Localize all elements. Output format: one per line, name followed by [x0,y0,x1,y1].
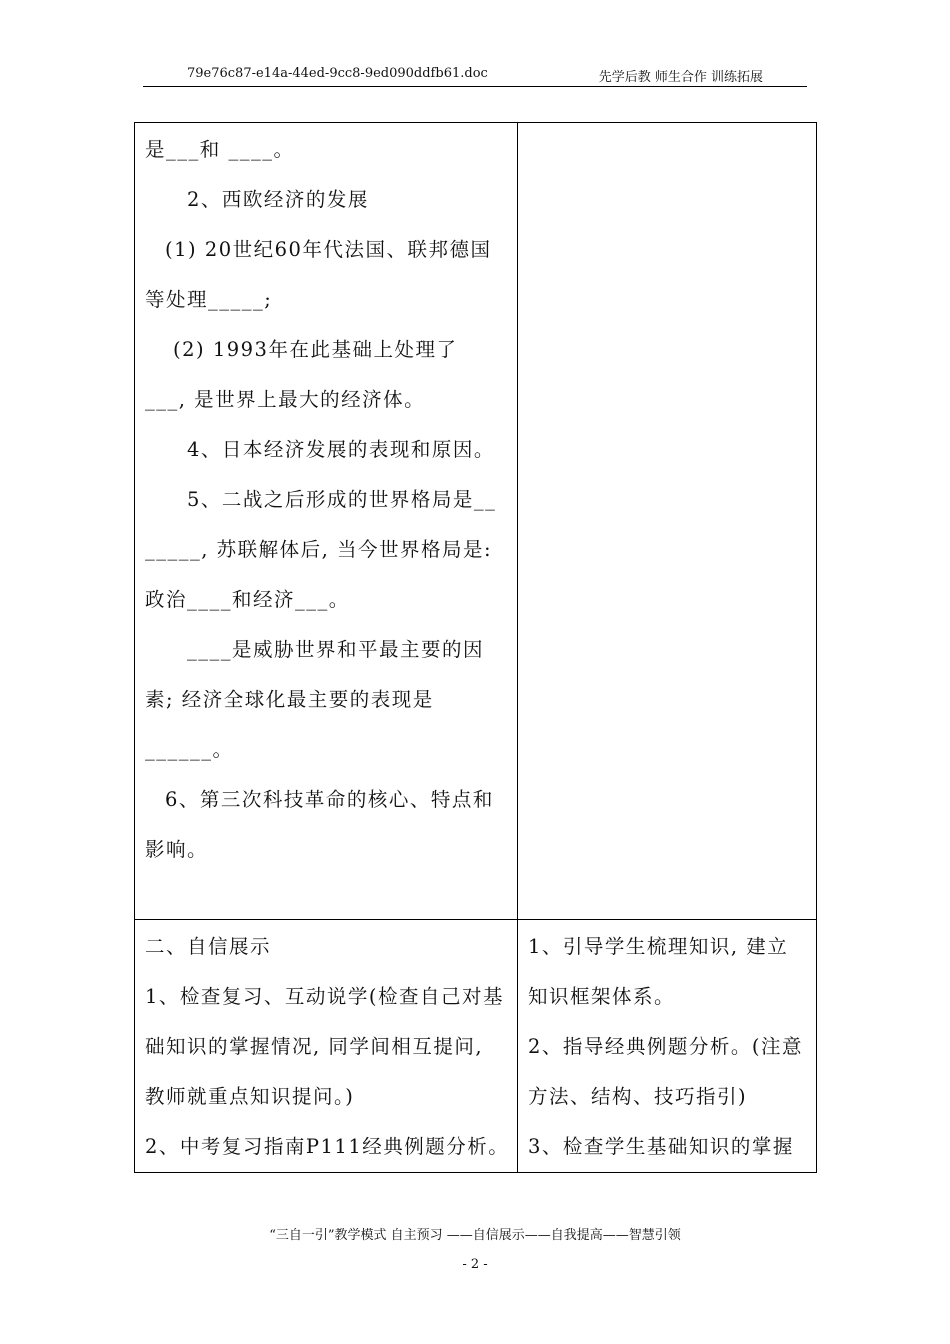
notes-cell [518,123,817,920]
text-line: 4、日本经济发展的表现和原因。 [187,438,495,461]
text-line: 二、自信展示 [145,935,272,958]
text-line: 是___和 ____。 [145,138,295,161]
text-line: ___, 是世界上最大的经济体。 [145,388,426,411]
text-line: 2、西欧经济的发展 [187,188,369,211]
text-line: 6、第三次科技革命的核心、特点和 [165,788,494,811]
header-motto: 先学后教 师生合作 训练拓展 [598,70,763,85]
table-row [135,920,817,1173]
lesson-table [134,122,817,1173]
text-line: _____, 苏联解体后, 当今世界格局是: [145,538,493,561]
page-header [143,60,807,87]
text-line: 知识框架体系。 [528,985,676,1008]
text-line: ______。 [145,738,234,761]
text-line: 影响。 [145,838,209,861]
table-row [135,123,817,920]
page-footer: “三自一引”教学模式 自主预习 ——自信展示——自我提高——智慧引领 [269,1228,681,1243]
header-filename: 79e76c87-e14a-44ed-9cc8-9ed090ddfb61.doc [187,66,488,81]
text-line: 3、检查学生基础知识的掌握 [528,1135,794,1158]
text-line: 方法、结构、技巧指引) [528,1085,748,1108]
text-line: 1、检查复习、互动说学(检查自己对基 [145,985,505,1008]
content-cell [135,920,518,1173]
content-cell [135,123,518,920]
text-line: 政治____和经济___。 [145,588,350,611]
text-line: 2、指导经典例题分析。(注意 [528,1035,804,1058]
text-line: 1、引导学生梳理知识, 建立 [528,935,789,958]
text-line: 2、中考复习指南P111经典例题分析。 [145,1135,510,1158]
text-line: (2) 1993年在此基础上处理了 [173,338,458,361]
notes-cell [518,920,817,1173]
page-number: - 2 - [462,1257,488,1272]
text-line: (1) 20世纪60年代法国、联邦德国 [165,238,492,261]
text-line: 教师就重点知识提问。) [145,1085,355,1108]
text-line: ____是威胁世界和平最主要的因 [187,638,485,661]
text-line: 素; 经济全球化最主要的表现是 [145,688,434,711]
text-line: 5、二战之后形成的世界格局是__ [187,488,497,511]
text-line: 等处理_____; [145,288,273,311]
text-line: 础知识的掌握情况, 同学间相互提问, [145,1035,484,1058]
